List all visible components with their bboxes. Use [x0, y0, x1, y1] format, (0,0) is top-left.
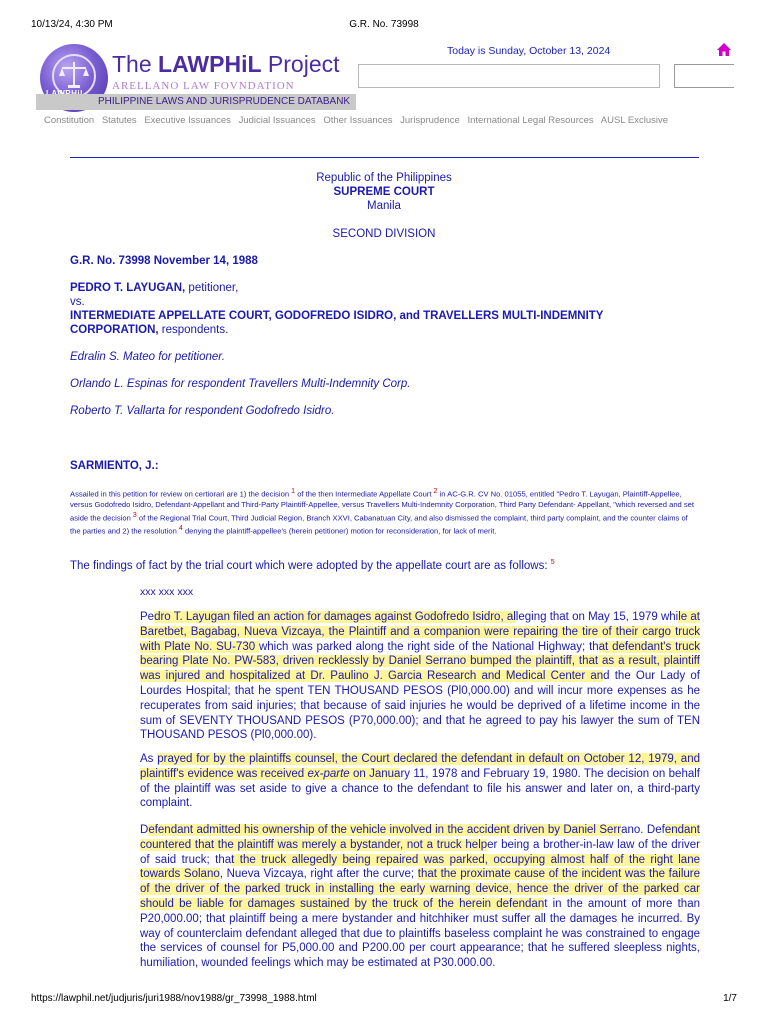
- highlighted-text: that the proximate cause of the incident was the failure of the driver of the parked truck in installing the early warning device, hence the driver of the parked car should be liable for damages sustained by the truck of the herein defendan: [140, 868, 701, 910]
- search-input[interactable]: [358, 64, 660, 88]
- respondents-line-2: [70, 323, 700, 337]
- nav-executive-issuances[interactable]: Executive Issuances: [144, 115, 231, 126]
- counsel-travellers: Orlando L. Espinas for respondent Travellers Multi-Indemnity Corp.: [70, 378, 411, 390]
- nav-judicial-issuances[interactable]: Judicial Issuances: [238, 115, 316, 126]
- main-nav: [44, 115, 673, 126]
- findings-intro: The findings of fact by the trial court which were adopted by the appellate court are as follows: $^5$: [70, 559, 555, 572]
- division-label: SECOND DIVISION: [332, 228, 436, 240]
- case-number: G.R. No. 73998 November 14, 1988: [70, 255, 258, 267]
- footnote-ref-1[interactable]: 1: [291, 488, 296, 495]
- highlighted-text: ex-parte: [307, 767, 350, 780]
- home-icon[interactable]: [716, 42, 732, 58]
- quote-paragraph-2: [140, 752, 700, 811]
- petitioner-name: PEDRO T. LAYUGAN,: [70, 282, 186, 294]
- print-page-number: 1/7: [723, 993, 737, 1004]
- quote-paragraph-1: [140, 610, 700, 743]
- respondents-corp: CORPORATION,: [70, 324, 159, 336]
- print-timestamp: 10/13/24, 4:30 PM: [31, 19, 113, 30]
- petitioner-role: petitioner,: [185, 282, 239, 294]
- quote-paragraph-3: [140, 823, 700, 971]
- today-date: Today is Sunday, October 13, 2024: [447, 45, 611, 57]
- quote-text: Pe: [140, 611, 155, 623]
- databank-label: PHILIPPINE LAWS AND JURISPRUDENCE DATABANK: [98, 96, 351, 107]
- quote-text: D: [140, 824, 149, 836]
- quote-text: t in the amount of more than P20,000.00; that plaintiff being a mere bystander and hitchhiker must suffer all the damages he incurred. By way of counterclaim defendant alleged that due to plaintiffs baseless complaint he was constrained to engage the services of counsel for P5,000.00 and P200.00 per court appearance; that he suffered sleepless nights, humiliation, wounded feelings which may be estimated at P30.000.00.: [140, 897, 700, 970]
- site-title-prefix: The: [112, 51, 159, 77]
- court-name: SUPREME COURT: [333, 186, 435, 198]
- quote-text: leging that on May 15, 1979 whi: [515, 611, 679, 623]
- quote-text: er being a brother-in-law law of the driver of said truck; tha: [140, 838, 700, 866]
- intro-paragraph: Assailed in this petition for review on certiorari are 1) the decision $^1$ of the then Intermediate Appellate Court $^2$ in AC-G.R. CV No. 01055, entitled "Pedro T. Layugan, Plaintiff-Appellee, versus Godofredo Isidro, Defendant-Appellant and Third-Party Plaintiff-Appellee, versus Travellers Multi-Indemnity Corporation, Third Party Defendant- Appellant, "which reversed and set aside the decision $^3$ of the Regional Trial Court, Third Judicial Region, Branch XXVI, Cabanatuan City, and also dismissed the complaint, third party complaint, and the counter claims of the parties and 2) the resolution $^4$ denying the plaintiff-appellee's (herein petitioner) motion for reconsideration, for lack of merit.: [70, 488, 695, 536]
- footnote-ref-2[interactable]: 2: [433, 488, 438, 495]
- highlighted-text: endant countered that the plaintiff was merely a bystander, not a truck help: [140, 824, 700, 851]
- header-divider: [70, 157, 699, 158]
- nav-ausl-exclusive[interactable]: AUSL Exclusive: [600, 115, 669, 126]
- republic-label: Republic of the Philippines: [316, 172, 452, 184]
- foundation-name: ARELLANO LAW FOVNDATION: [112, 80, 295, 92]
- nav-other-issuances[interactable]: Other Issuances: [323, 115, 393, 126]
- court-city: Manila: [367, 200, 401, 212]
- nav-jurisprudence[interactable]: Jurisprudence: [400, 115, 460, 126]
- site-title-bold: LAWPHiL: [158, 51, 262, 77]
- quote-text: As: [140, 753, 158, 765]
- search-button[interactable]: [674, 64, 734, 88]
- highlighted-text: dro T. Layugan filed an action for damages against Godofredo Isidro, al: [154, 611, 516, 623]
- ponente: SARMIENTO, J.:: [70, 460, 159, 472]
- highlighted-text: le at Baretbet, Bagabag, Nueva Vizcaya, the Plaintiff and a companion were repairing the tire of their cargo truck with Plate No. SU-730: [140, 611, 700, 653]
- quote-text: ano. Def: [621, 824, 665, 836]
- counsel-petitioner: Edralin S. Mateo for petitioner.: [70, 351, 225, 363]
- quote-text: , Nueva Vizcaya, right after the curve;: [219, 868, 418, 881]
- quote-text: which was parked along the right side of the National Highway; th: [258, 640, 599, 653]
- print-url: https://lawphil.net/judjuris/juri1988/nov1988/gr_73998_1988.html: [31, 993, 317, 1004]
- respondents-line-1: INTERMEDIATE APPELLATE COURT, GODOFREDO ISIDRO, and TRAVELLERS MULTI-INDEMNITY: [70, 310, 604, 322]
- footnote-ref-4[interactable]: 4: [178, 524, 183, 532]
- highlighted-text: prayed for by the plaintiffs counsel, the Court declared the defendant in default on October 12, 1979, and plaintiff's evidence was received: [140, 753, 700, 780]
- versus-label: vs.: [70, 296, 85, 308]
- petitioner-line: [70, 281, 700, 295]
- quote-text: ry 11, 1978 and February 19, 1980. The decision on behalf of the plaintiff was set aside to give a chance to the defendant to file his answer and later on, a third-party complaint.: [140, 767, 700, 810]
- respondents-role: respondents.: [158, 324, 229, 336]
- footnote-ref-3[interactable]: 3: [132, 511, 137, 519]
- counsel-isidro: Roberto T. Vallarta for respondent Godofredo Isidro.: [70, 405, 335, 417]
- site-title[interactable]: [112, 51, 340, 78]
- nav-international-legal-resources[interactable]: International Legal Resources: [467, 115, 594, 126]
- ellipsis-marker: xxx xxx xxx: [140, 586, 194, 598]
- highlighted-text: t the truck allegedly being repaired was parked, occupying almost half of the right lane towards Solano: [140, 853, 700, 881]
- highlighted-text: efendant admitted his ownership of the vehicle involved in the accident driven by Daniel Serr: [148, 824, 622, 836]
- site-title-suffix: Project: [261, 51, 340, 77]
- nav-statutes[interactable]: Statutes: [101, 115, 137, 126]
- quote-text: d the Our Lady of Lourdes Hospital; that he spent TEN THOUSAND PESOS (Pl0,000.00) and will incur more expenses as he recuperates from said injuries; that because of said injuries he would be deprived of a lifetime income in the sum of SEVENTY THOUSAND PESOS (P70,000.00); and that he agreed to pay his lawyer the sum of TEN THOUSAND PESOS (Pl0,000.00).: [140, 670, 700, 742]
- highlighted-text: at defendant's truck bearing Plate No. PW-583, driven recklessly by Daniel Serrano bumped the plaintiff, that as a result, plaintiff was injured and hospitalized at Dr. Paulino J. Garcia Research and Medical Center an: [140, 640, 700, 683]
- footnote-ref-5[interactable]: 5: [550, 559, 555, 566]
- nav-constitution[interactable]: Constitution: [44, 115, 95, 126]
- print-page-title: G.R. No. 73998: [349, 19, 419, 30]
- highlighted-text: on Janua: [349, 767, 401, 780]
